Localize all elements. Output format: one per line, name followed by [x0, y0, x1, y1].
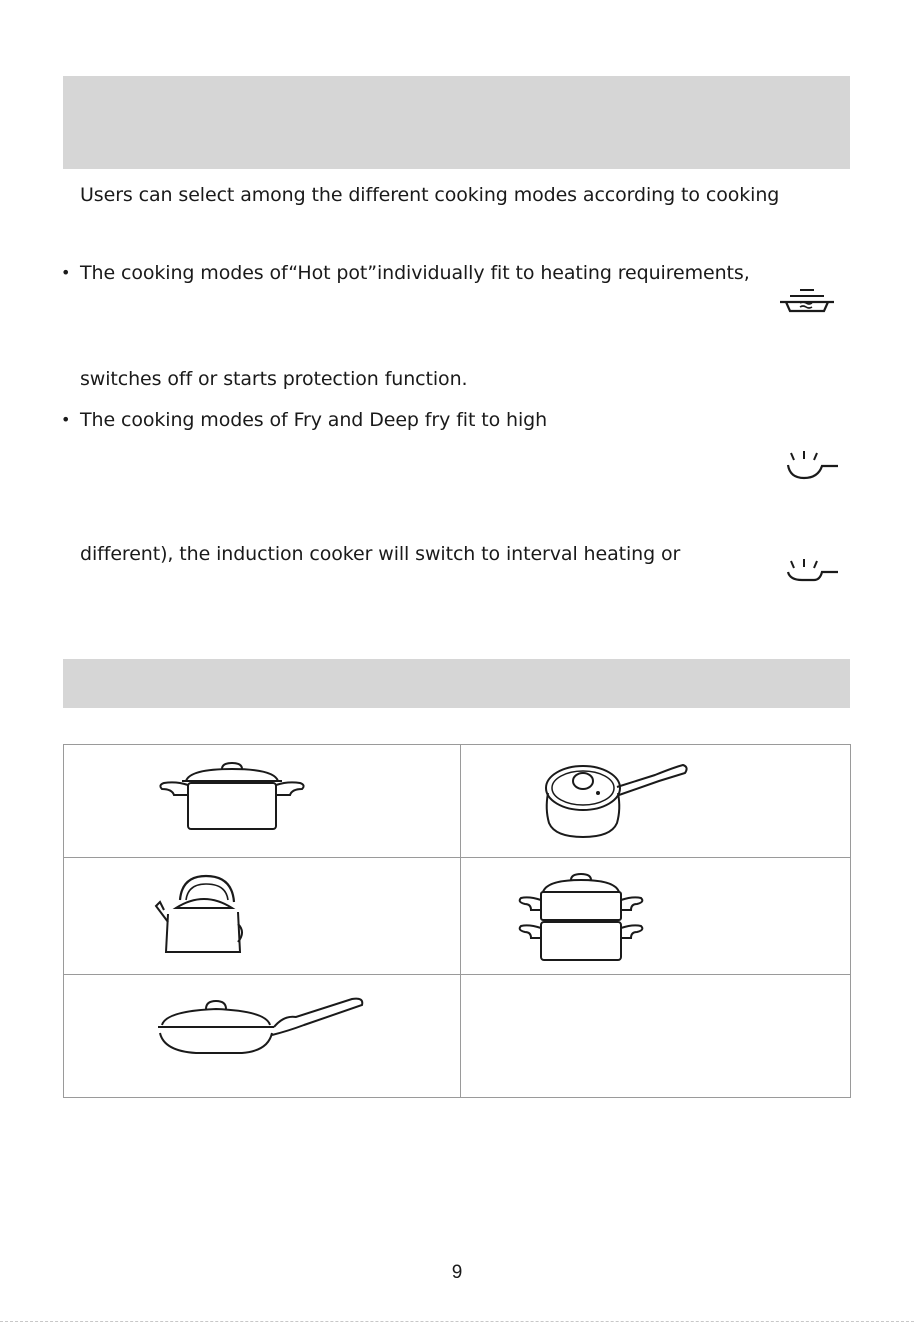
frying-pan-icon: [156, 995, 368, 1057]
intro-text: Users can select among the different cooking modes according to cooking: [80, 184, 780, 206]
bullet: •: [61, 410, 71, 429]
cookware-cell-empty: [461, 975, 851, 1098]
deep-fry-icon: [782, 558, 840, 584]
hot-pot-mode-text: The cooking modes of“Hot pot”individually fit to heating requirements,: [80, 262, 750, 284]
saucepan-with-lid-icon: [543, 759, 688, 839]
fry-icon: [782, 449, 840, 481]
bullet: •: [61, 263, 71, 282]
section-heading-band: [63, 76, 850, 169]
cookware-cell: [64, 975, 461, 1098]
hot-pot-mode-text-end: switches off or starts protection function.: [80, 368, 468, 390]
page-bottom-rule: [0, 1321, 914, 1322]
cookware-table: [63, 744, 851, 1098]
fry-mode-text-end: different), the induction cooker will switch to interval heating or: [80, 543, 681, 565]
stockpot-icon: [156, 759, 306, 835]
cookware-cell: [461, 858, 851, 975]
steamer-pot-icon: [517, 870, 645, 966]
cookware-cell: [461, 745, 851, 858]
cookware-cell: [64, 745, 461, 858]
cookware-cell: [64, 858, 461, 975]
page-number: 9: [451, 1262, 463, 1283]
fry-mode-text: The cooking modes of Fry and Deep fry fit to high: [80, 409, 548, 431]
cookware-heading-band: [63, 659, 850, 708]
kettle-icon: [146, 872, 246, 956]
hot-pot-icon: [778, 288, 836, 316]
